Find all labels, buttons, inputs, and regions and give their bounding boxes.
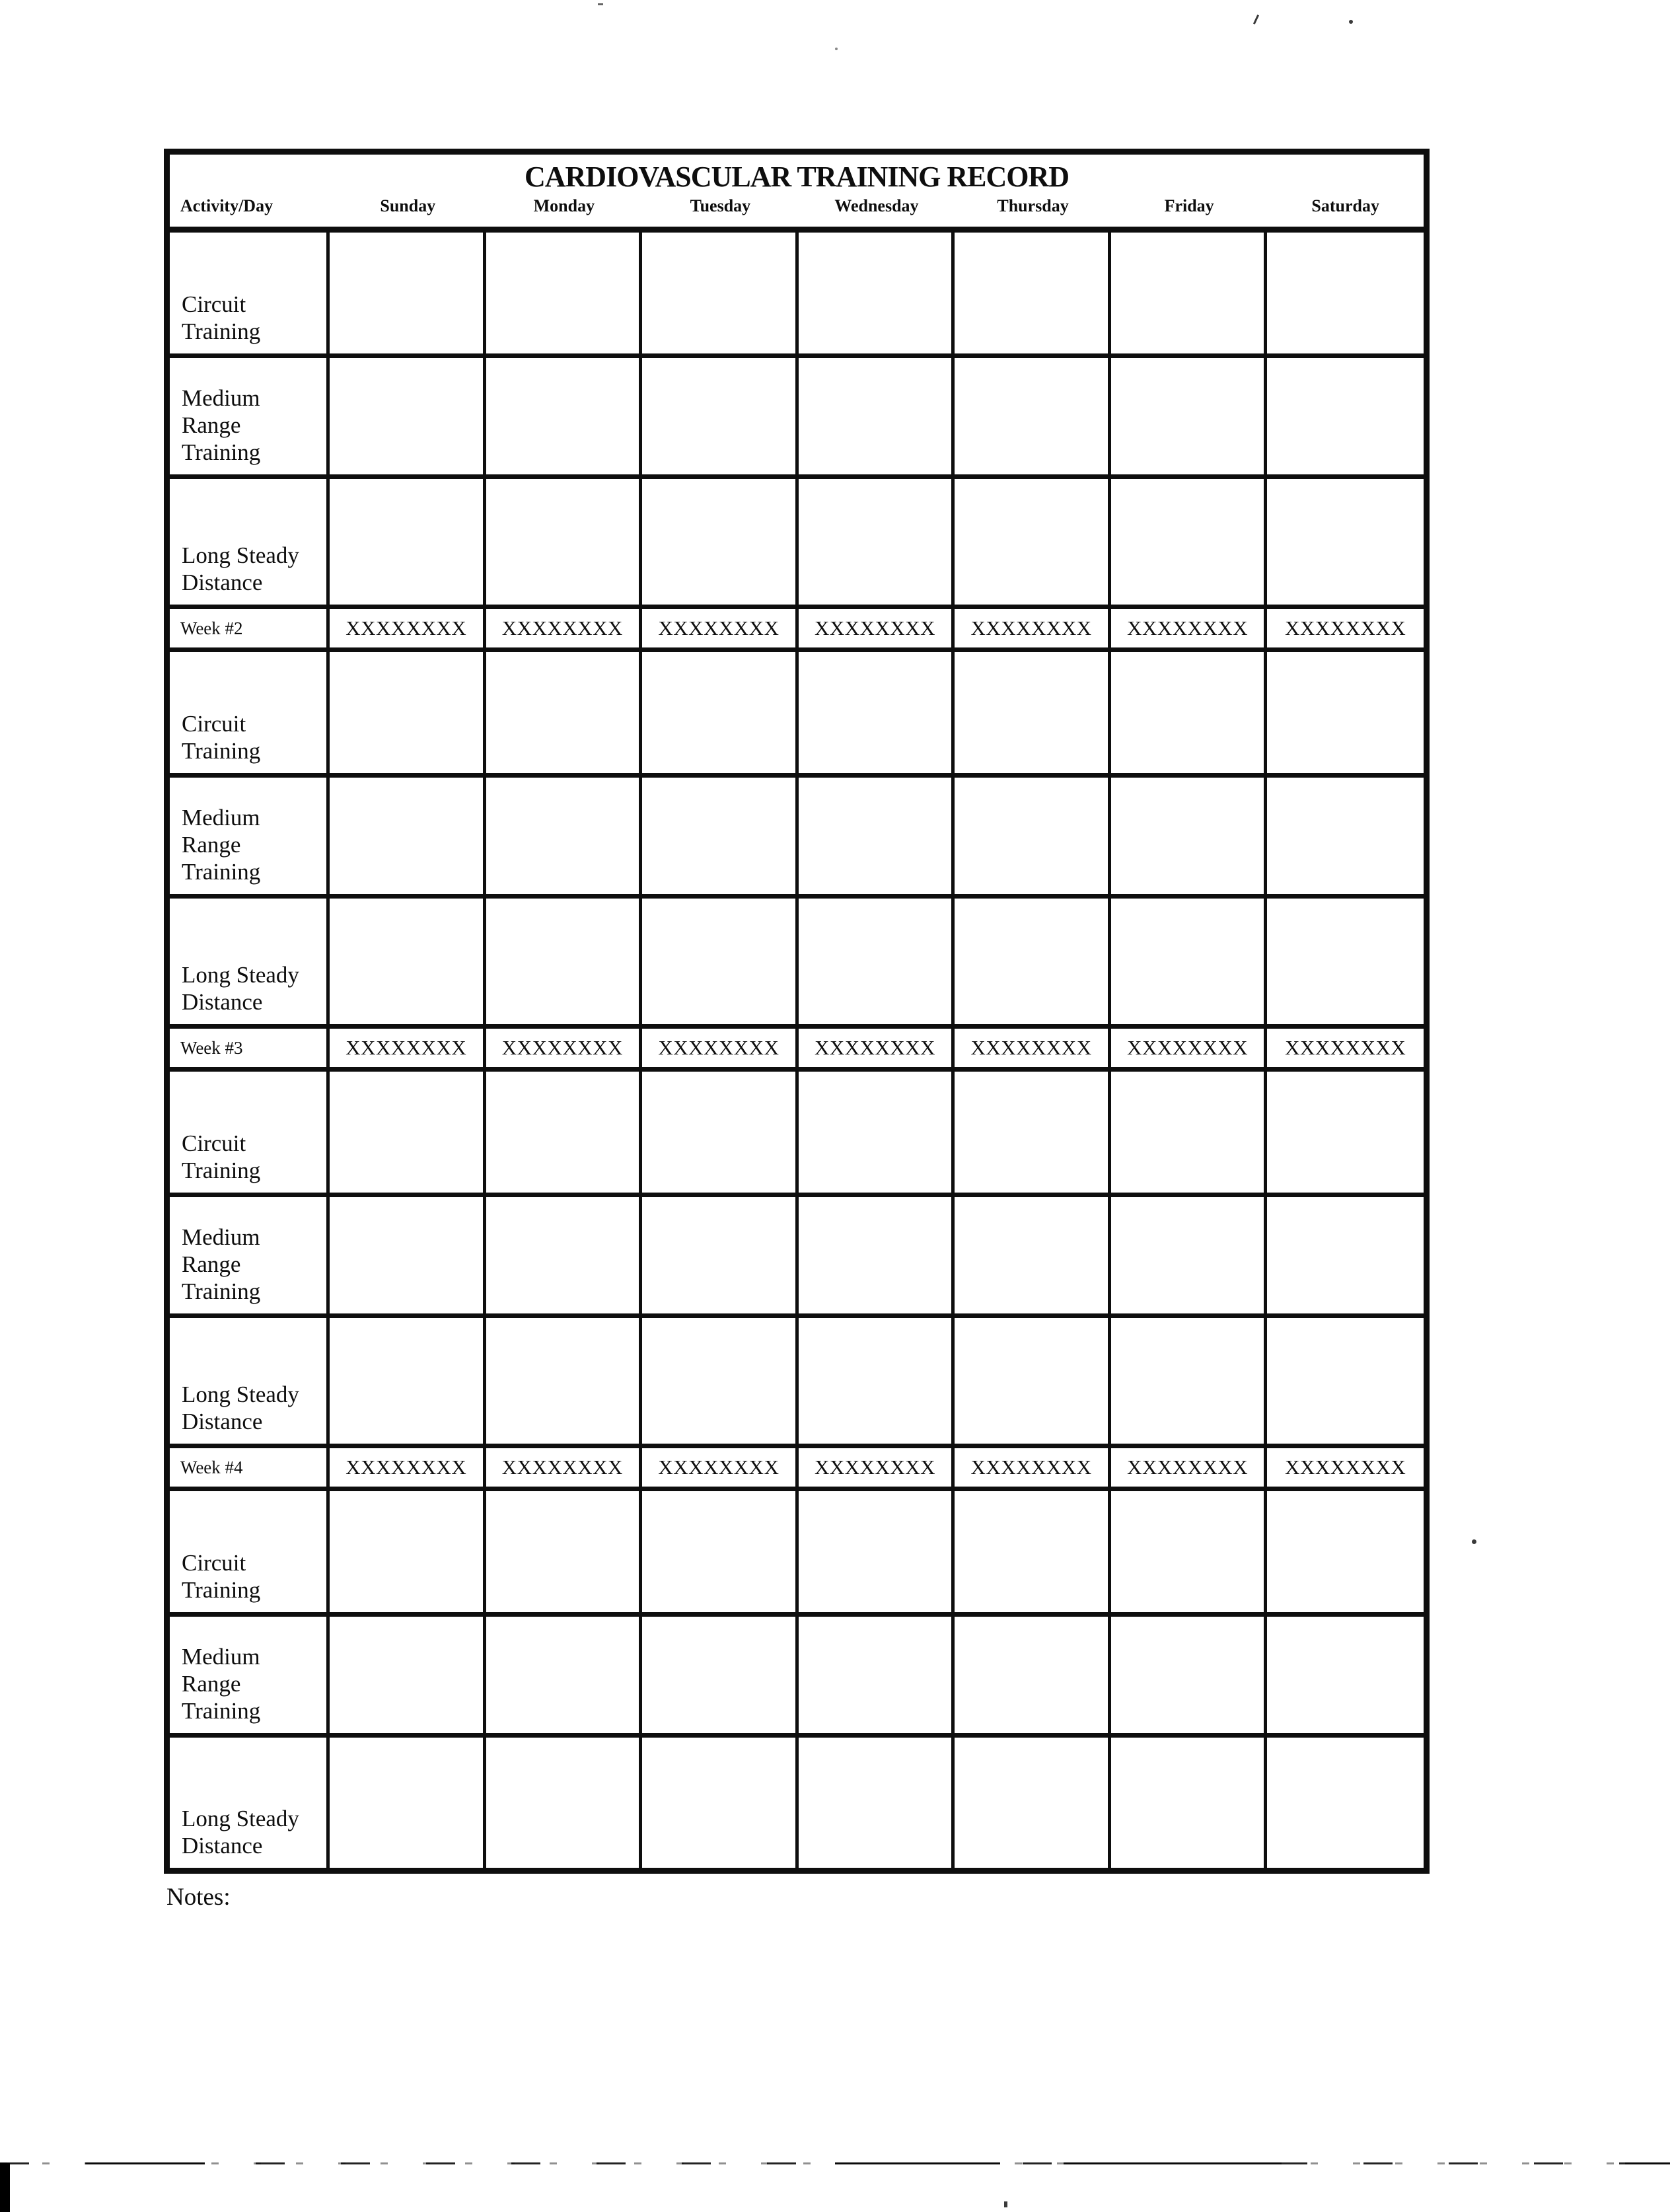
- week-crossed-cell-saturday: XXXXXXXX: [1285, 1036, 1406, 1059]
- activity-row: [170, 358, 1424, 479]
- entry-cell-wednesday: [799, 479, 955, 605]
- entry-cell-monday: [486, 1617, 643, 1733]
- activity-row: [170, 479, 1424, 609]
- week-crossed-cell-friday: XXXXXXXX: [1111, 609, 1268, 647]
- activity-label: Medium Range Training: [170, 1617, 330, 1733]
- scan-artifact-broken-line: [0, 2162, 1670, 2164]
- entry-cell-sunday: [330, 1738, 486, 1868]
- week-crossed-cell-wednesday: XXXXXXXX: [799, 609, 955, 647]
- entry-cell-tuesday: [642, 479, 799, 605]
- week-crossed-cell-wednesday: XXXXXXXX: [799, 1448, 955, 1487]
- entry-cell-saturday: [1267, 479, 1424, 605]
- table-body: [170, 233, 1424, 1868]
- week-crossed-cell-tuesday: XXXXXXXX: [642, 609, 799, 647]
- entry-cell-saturday: [1267, 358, 1424, 474]
- entry-cell-wednesday: [799, 778, 955, 894]
- entry-cell-monday: [486, 233, 643, 353]
- entry-cell-tuesday: [642, 233, 799, 353]
- scan-artifact-speck: [835, 48, 838, 50]
- week-divider-row: [170, 1029, 1424, 1072]
- day-header-monday: Monday: [533, 196, 595, 215]
- entry-cell-friday: [1111, 1072, 1268, 1193]
- day-header-sunday: Sunday: [380, 196, 436, 215]
- entry-cell-thursday: [955, 233, 1111, 353]
- week-divider-row: [170, 1448, 1424, 1491]
- entry-cell-monday: [486, 1197, 643, 1313]
- week-crossed-cell-sunday: XXXXXXXX: [330, 609, 486, 647]
- week-crossed-cell-thursday: XXXXXXXX: [955, 1029, 1111, 1067]
- week-crossed-cell-sunday: XXXXXXXX: [330, 1029, 486, 1067]
- activity-row: [170, 1617, 1424, 1738]
- scan-artifact-speck: [1004, 2201, 1007, 2207]
- entry-cell-friday: [1111, 1318, 1268, 1444]
- day-header-thursday: Thursday: [997, 196, 1069, 215]
- entry-cell-saturday: [1267, 1738, 1424, 1868]
- entry-cell-monday: [486, 652, 643, 773]
- entry-cell-tuesday: [642, 652, 799, 773]
- activity-row: [170, 1072, 1424, 1197]
- entry-cell-tuesday: [642, 1738, 799, 1868]
- entry-cell-wednesday: [799, 358, 955, 474]
- entry-cell-sunday: [330, 358, 486, 474]
- entry-cell-sunday: [330, 233, 486, 353]
- entry-cell-saturday: [1267, 1491, 1424, 1612]
- entry-cell-friday: [1111, 479, 1268, 605]
- entry-cell-saturday: [1267, 778, 1424, 894]
- activity-row: [170, 899, 1424, 1029]
- week-crossed-cell-tuesday: XXXXXXXX: [642, 1029, 799, 1067]
- scan-artifact-speck: [598, 3, 603, 5]
- entry-cell-wednesday: [799, 1617, 955, 1733]
- entry-cell-thursday: [955, 899, 1111, 1024]
- week-crossed-cell-thursday: XXXXXXXX: [955, 609, 1111, 647]
- entry-cell-tuesday: [642, 1197, 799, 1313]
- entry-cell-thursday: [955, 1617, 1111, 1733]
- entry-cell-saturday: [1267, 1617, 1424, 1733]
- activity-label: Circuit Training: [170, 233, 330, 353]
- day-header-tuesday: Tuesday: [690, 196, 751, 215]
- entry-cell-monday: [486, 1072, 643, 1193]
- activity-label: Long Steady Distance: [170, 899, 330, 1024]
- entry-cell-sunday: [330, 1197, 486, 1313]
- entry-cell-saturday: [1267, 233, 1424, 353]
- entry-cell-tuesday: [642, 358, 799, 474]
- entry-cell-sunday: [330, 1617, 486, 1733]
- entry-cell-wednesday: [799, 1491, 955, 1612]
- entry-cell-saturday: [1267, 1072, 1424, 1193]
- training-record-table: [164, 149, 1430, 1874]
- entry-cell-tuesday: [642, 778, 799, 894]
- entry-cell-friday: [1111, 1491, 1268, 1612]
- entry-cell-friday: [1111, 899, 1268, 1024]
- day-header-wednesday: Wednesday: [834, 196, 919, 215]
- entry-cell-friday: [1111, 233, 1268, 353]
- entry-cell-friday: [1111, 1197, 1268, 1313]
- week-crossed-cell-monday: XXXXXXXX: [486, 1029, 643, 1067]
- day-header-saturday: Saturday: [1311, 196, 1379, 215]
- entry-cell-sunday: [330, 479, 486, 605]
- notes-label: Notes:: [166, 1884, 231, 1911]
- entry-cell-thursday: [955, 1318, 1111, 1444]
- entry-cell-friday: [1111, 652, 1268, 773]
- entry-cell-tuesday: [642, 1617, 799, 1733]
- scan-artifact-speck: [1349, 20, 1353, 24]
- entry-cell-thursday: [955, 479, 1111, 605]
- week-crossed-cell-monday: XXXXXXXX: [486, 1448, 643, 1487]
- activity-label: Circuit Training: [170, 652, 330, 773]
- entry-cell-wednesday: [799, 652, 955, 773]
- activity-row: [170, 652, 1424, 778]
- entry-cell-sunday: [330, 899, 486, 1024]
- entry-cell-monday: [486, 778, 643, 894]
- entry-cell-thursday: [955, 1491, 1111, 1612]
- entry-cell-thursday: [955, 778, 1111, 894]
- activity-row: [170, 778, 1424, 899]
- entry-cell-wednesday: [799, 1318, 955, 1444]
- entry-cell-thursday: [955, 1197, 1111, 1313]
- corner-header-activity-day: Activity/Day: [180, 196, 273, 215]
- entry-cell-saturday: [1267, 899, 1424, 1024]
- entry-cell-thursday: [955, 1072, 1111, 1193]
- scan-artifact-segment: [1625, 2162, 1670, 2164]
- week-crossed-cell-monday: XXXXXXXX: [486, 609, 643, 647]
- entry-cell-thursday: [955, 358, 1111, 474]
- entry-cell-wednesday: [799, 1738, 955, 1868]
- entry-cell-monday: [486, 1738, 643, 1868]
- week-crossed-cell-saturday: XXXXXXXX: [1285, 616, 1406, 640]
- entry-cell-monday: [486, 479, 643, 605]
- entry-cell-sunday: [330, 1318, 486, 1444]
- entry-cell-sunday: [330, 652, 486, 773]
- entry-cell-monday: [486, 1318, 643, 1444]
- activity-label: Medium Range Training: [170, 358, 330, 474]
- entry-cell-monday: [486, 899, 643, 1024]
- entry-cell-wednesday: [799, 1197, 955, 1313]
- entry-cell-friday: [1111, 358, 1268, 474]
- scan-artifact-segment: [835, 2162, 1000, 2164]
- entry-cell-wednesday: [799, 899, 955, 1024]
- entry-cell-monday: [486, 1491, 643, 1612]
- scan-artifact-segment: [1064, 2162, 1282, 2164]
- entry-cell-sunday: [330, 1072, 486, 1193]
- activity-label: Medium Range Training: [170, 778, 330, 894]
- table-header: [170, 155, 1424, 233]
- entry-cell-friday: [1111, 1617, 1268, 1733]
- entry-cell-sunday: [330, 778, 486, 894]
- entry-cell-monday: [486, 358, 643, 474]
- activity-row: [170, 1491, 1424, 1617]
- activity-label: Medium Range Training: [170, 1197, 330, 1313]
- week-label: Week #3: [170, 1029, 330, 1067]
- week-crossed-cell-saturday: XXXXXXXX: [1285, 1456, 1406, 1479]
- entry-cell-thursday: [955, 1738, 1111, 1868]
- week-label: Week #4: [170, 1448, 330, 1487]
- entry-cell-saturday: [1267, 1318, 1424, 1444]
- activity-row: [170, 233, 1424, 358]
- activity-label: Circuit Training: [170, 1491, 330, 1612]
- scan-artifact-speck: [1472, 1539, 1476, 1544]
- week-crossed-cell-wednesday: XXXXXXXX: [799, 1029, 955, 1067]
- entry-cell-friday: [1111, 1738, 1268, 1868]
- activity-label: Long Steady Distance: [170, 479, 330, 605]
- week-crossed-cell-friday: XXXXXXXX: [1111, 1029, 1268, 1067]
- entry-cell-tuesday: [642, 1318, 799, 1444]
- week-label: Week #2: [170, 609, 330, 647]
- entry-cell-wednesday: [799, 233, 955, 353]
- activity-label: Long Steady Distance: [170, 1318, 330, 1444]
- activity-row: [170, 1318, 1424, 1448]
- entry-cell-tuesday: [642, 899, 799, 1024]
- activity-row: [170, 1738, 1424, 1868]
- week-crossed-cell-friday: XXXXXXXX: [1111, 1448, 1268, 1487]
- entry-cell-friday: [1111, 778, 1268, 894]
- entry-cell-saturday: [1267, 652, 1424, 773]
- document-title: CARDIOVASCULAR TRAINING RECORD: [524, 161, 1070, 193]
- entry-cell-sunday: [330, 1491, 486, 1612]
- activity-label: Circuit Training: [170, 1072, 330, 1193]
- scan-artifact-segment: [86, 2162, 205, 2164]
- scan-artifact-speck: [1253, 15, 1259, 24]
- scan-artifact-corner-bar: [0, 2163, 10, 2212]
- entry-cell-tuesday: [642, 1491, 799, 1612]
- day-header-friday: Friday: [1164, 196, 1214, 215]
- week-crossed-cell-tuesday: XXXXXXXX: [642, 1448, 799, 1487]
- entry-cell-thursday: [955, 652, 1111, 773]
- entry-cell-tuesday: [642, 1072, 799, 1193]
- week-crossed-cell-sunday: XXXXXXXX: [330, 1448, 486, 1487]
- week-divider-row: [170, 609, 1424, 652]
- activity-label: Long Steady Distance: [170, 1738, 330, 1868]
- activity-row: [170, 1197, 1424, 1318]
- entry-cell-saturday: [1267, 1197, 1424, 1313]
- entry-cell-wednesday: [799, 1072, 955, 1193]
- week-crossed-cell-thursday: XXXXXXXX: [955, 1448, 1111, 1487]
